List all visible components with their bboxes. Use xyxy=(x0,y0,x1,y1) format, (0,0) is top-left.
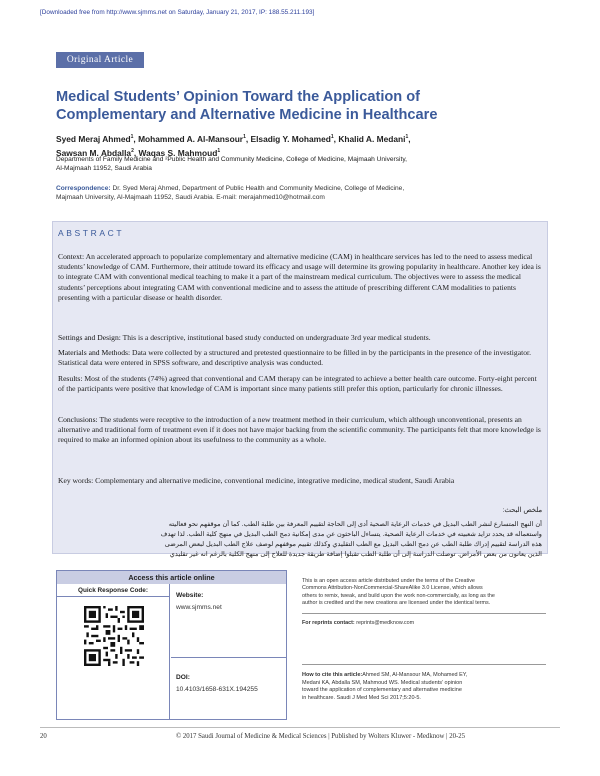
conclusions-label: Conclusions: xyxy=(58,415,98,424)
author-affiliation-mark: 1 xyxy=(330,134,334,140)
arabic-abstract-line: أن النهج المتسارع لنشر الطب البديل في خدمات الرعاية الصحية أدى إلى الحاجة لتقييم المعرفة بين طلبة الطب. كما أن موقفهم نحو فعاليته xyxy=(168,521,542,528)
author-affiliation-mark: 2 xyxy=(131,147,134,154)
affiliations xyxy=(56,155,536,173)
author-affiliation-mark: 1 xyxy=(130,134,134,140)
abstract-results xyxy=(58,374,542,394)
access-online-box xyxy=(56,570,287,720)
settings-label: Settings and Design: xyxy=(58,333,121,342)
abstract-context xyxy=(58,252,542,303)
context-label: Context: xyxy=(58,252,85,261)
article-type-badge: Original Article xyxy=(56,52,144,68)
author-line-2: Sawsan M. Abdalla$^2$, Waqas S. Mahmoud$^1$ xyxy=(56,147,221,158)
abstract-heading: ABSTRACT xyxy=(58,228,125,238)
abstract-methods xyxy=(58,348,542,368)
qr-code-icon[interactable] xyxy=(84,606,144,666)
author-name: Khalid A. Medani xyxy=(338,133,406,144)
correspondence-line: Majmaah University, Al-Majmaah 11952, Saudi Arabia. E-mail: merajahmed10@hotmail.com xyxy=(56,194,325,201)
license-line: Commons Attribution-NonCommercial-ShareAlike 3.0 License, which allows xyxy=(302,585,483,592)
arabic-abstract-line: هذه الدراسة لتقييم إدراك طلبة الطب عن دمج الطب البديل مع الطب التقليدي وكذلك تقييم موقفهم لوصف علاج الطب البديل لبعض المرضى xyxy=(164,541,542,548)
author-affiliation-mark: 1 xyxy=(243,134,246,140)
results-text: Most of the students (74%) agreed that conventional and CAM therapy can be integrated to achieve a better health care outcome. Forty-eight percent of the participants were positive that knowledge of CAM is important since many patients still prefer this option, particularly for chronic illnesses. xyxy=(58,374,537,394)
website-label: Website: xyxy=(176,592,204,599)
arabic-abstract-label: ملخص البحث: xyxy=(502,507,542,514)
page-number: 20 xyxy=(40,733,47,740)
footer-text: © 2017 Saudi Journal of Medicine & Medical Sciences | Published by Wolters Kluwer - Medknow | 20-25 xyxy=(176,733,466,740)
correspondence-line: Dr. Syed Meraj Ahmed, Department of Public Health and Community Medicine, College of Medicine, xyxy=(112,185,405,192)
qr-code-label: Quick Response Code: xyxy=(57,584,170,597)
correspondence xyxy=(56,184,546,202)
footer-divider xyxy=(40,727,560,728)
author-name: Mohammed A. Al-Mansour xyxy=(138,133,244,144)
reprints xyxy=(302,620,546,626)
cite-label: How to cite this article: xyxy=(302,672,363,678)
author-affiliation-mark: 1 xyxy=(217,147,221,154)
website-cell xyxy=(171,584,286,658)
license-text xyxy=(302,578,546,608)
article-title: Medical Students’ Opinion Toward the Application of Complementary and Alternative Medicine in Healthcare xyxy=(56,89,438,123)
website-link[interactable]: www.sjmms.net xyxy=(176,604,222,611)
divider xyxy=(302,664,546,665)
arabic-abstract-line: الذين يعانون من بعض الأمراض. توصلت الدراسة إلى أن طلبة الطب تقبلوا إضافة طريقة جديدة للعلاج إلى منهج الكلية بالرغم انه غير تقليدي xyxy=(169,551,542,558)
cite-line: Medani KA, Abdalla SM, Mahmoud WS. Medical students’ opinion xyxy=(302,679,463,686)
correspondence-label: Correspondence: xyxy=(56,185,111,192)
how-to-cite xyxy=(302,672,546,702)
reprints-email[interactable]: reprints@medknow.com xyxy=(356,620,415,626)
keywords-label: Key words: xyxy=(58,476,94,485)
access-heading: Access this article online xyxy=(57,571,286,584)
affiliation-line: Departments of Family Medicine and ²Public Health and Community Medicine, College of Medicine, Majmaah University, xyxy=(56,156,407,163)
context-text: An accelerated approach to popularize complementary and alternative medicine (CAM) in healthcare services has led to the need to assess medical students’ knowledge of CAM. Furthermore, their attitude toward its efficacy and usage will determine its growing popularity in healthcare. Another key idea is to integrate CAM with conventional medical teaching to make it a part of the mainstream medical curriculum. The objectives were to assess the medical students’ perceptions about integrating CAM with conventional medicine and to assess the attitude of prescribing different CAM modalities to patients presenting with a particular disease or health disorder. xyxy=(58,252,541,302)
cite-line: in healthcare. Saudi J Med Med Sci 2017;5:20-5. xyxy=(302,694,421,701)
author-affiliation-mark: 1 xyxy=(405,134,409,140)
qr-code-area xyxy=(57,597,170,719)
license-line: This is an open access article distributed under the terms of the Creative xyxy=(302,578,475,584)
doi-link[interactable]: 10.4103/1658-631X.194255 xyxy=(176,686,258,693)
conclusions-text: The students were receptive to the introduction of a new treatment method in their curriculum, which although unconventional, presents an alternative and traditional form of treatment even if it does not have major backing from the scientific community. The participants felt that more knowledge is required to make an informed opinion about its usefulness to the community as a whole. xyxy=(58,415,541,445)
author-name: Syed Meraj Ahmed xyxy=(56,133,131,144)
license-line: others to remix, tweak, and build upon the work non-commercially, as long as the xyxy=(302,592,495,599)
author-name: Waqas S. Mahmoud xyxy=(138,147,218,158)
methods-label: Materials and Methods: xyxy=(58,348,131,357)
license-line: author is credited and the new creations are licensed under the identical terms. xyxy=(302,600,491,607)
abstract-conclusions xyxy=(58,415,542,446)
doi-label: DOI: xyxy=(176,674,190,681)
settings-text: This is a descriptive, institutional based study conducted on undergraduate 3rd year medical students. xyxy=(122,333,431,342)
author-name: Sawsan M. Abdalla xyxy=(56,147,132,158)
abstract-settings xyxy=(58,333,542,343)
affiliation-line: Al-Majmaah 11952, Saudi Arabia xyxy=(56,165,152,172)
arabic-abstract-line: واستعماله قد يحدد تزايد شعبيته في خدمات الرعاية الصحية. يتساءل الباحثون عن مدى إمكانية دمج الطب البديل في منهج كلية الطب. لذا تهدف xyxy=(160,531,542,538)
keywords xyxy=(58,476,542,486)
author-name: Elsadig Y. Mohamed xyxy=(250,133,331,144)
divider xyxy=(302,613,546,614)
methods-text: Data were collected by a structured and pretested questionnaire to be filled in by the participants in the presence of the investigator. Statistical data were entered in SPSS software, and descriptive analysis was conducted. xyxy=(58,348,531,368)
reprints-label: For reprints contact: xyxy=(302,620,355,626)
author-line-1: Syed Meraj Ahmed$^1$, Mohammed A. Al-Mansour$^1$, Elsadig Y. Mohamed$^1$, Khalid A. Medani$^1$, xyxy=(56,133,411,144)
cite-line: Ahmed SM, Al-Mansour MA, Mohamed EY, xyxy=(362,672,468,678)
keywords-text: Complementary and alternative medicine, conventional medicine, integrative medicine, medical student, Saudi Arabia xyxy=(95,476,455,485)
download-banner: [Downloaded free from http://www.sjmms.net on Saturday, January 21, 2017, IP: 188.55.211.193] xyxy=(40,9,315,16)
results-label: Results: xyxy=(58,374,83,383)
cite-line: toward the application of complementary and alternative medicine xyxy=(302,687,462,694)
